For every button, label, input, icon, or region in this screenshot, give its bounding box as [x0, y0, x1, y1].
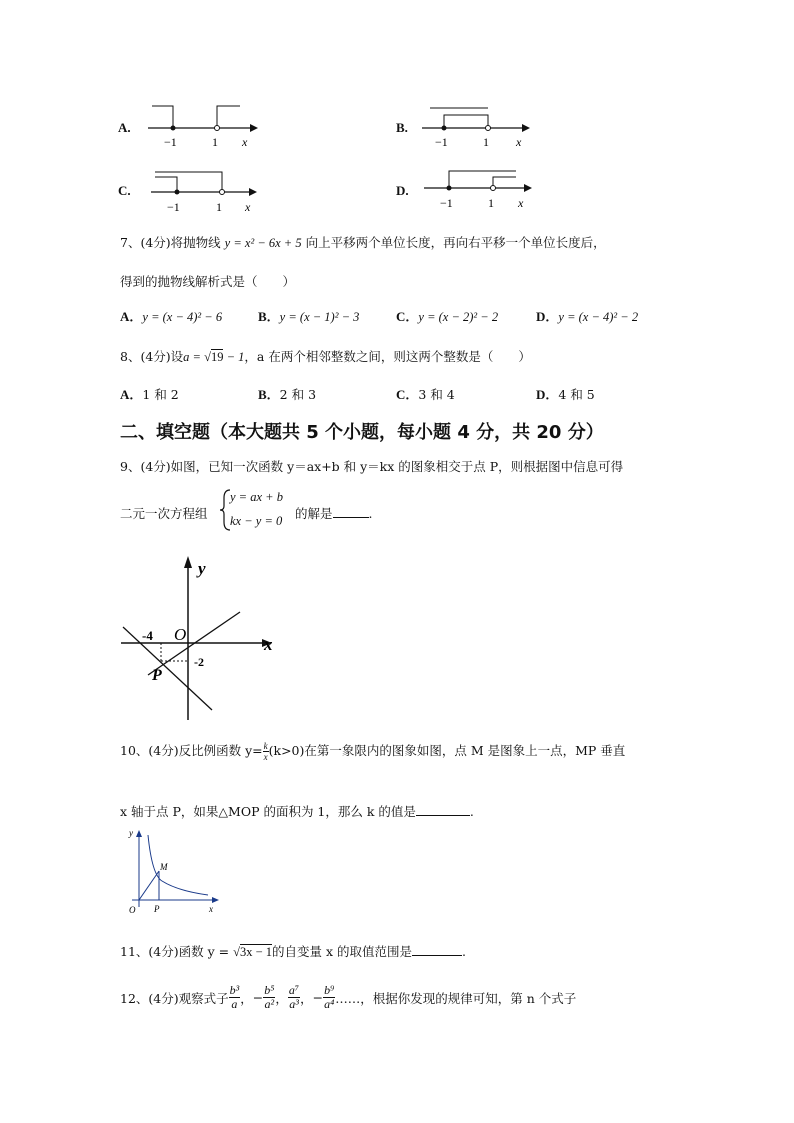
option-d-label: D.	[396, 183, 409, 198]
number-line-d	[420, 165, 540, 217]
q9-graph	[118, 550, 283, 725]
q12-frac-1: $\frac{\text{b³}}{a}$	[229, 983, 240, 1011]
q8-option-c: C．3 和 4	[396, 387, 455, 402]
q12-frac-2: $\frac{\text{b⁵}}{\text{a²}}$	[264, 983, 275, 1011]
q7-option-d: D．y = (x − 4)² − 2	[536, 309, 639, 324]
svg-text:1: 1	[483, 135, 489, 149]
svg-text:−1: −1	[435, 135, 448, 149]
svg-text:1: 1	[488, 196, 494, 210]
q10-axis-y: y	[129, 828, 133, 838]
option-a-label: A.	[118, 120, 131, 135]
number-line-b	[418, 100, 538, 152]
q9-label-p: P	[152, 667, 162, 684]
axis-x: x	[242, 135, 248, 149]
q10-line2: x 轴于点 P，如果△MOP 的面积为 1，那么 k 的值是 .	[120, 804, 474, 819]
svg-text:x: x	[518, 196, 524, 210]
q11-line: 11、(4分)函数 y = √3x − 1的自变量 x 的取值范围是 .	[120, 944, 466, 959]
q9-label-neg4: -4	[142, 628, 153, 643]
q9-origin: O	[174, 625, 187, 644]
option-c-label: C.	[118, 183, 131, 198]
tick-neg1: −1	[164, 135, 177, 149]
q9-eq1: y = ax + b	[230, 490, 283, 504]
q8-option-b: B．2 和 3	[258, 387, 317, 402]
svg-text:x: x	[516, 135, 522, 149]
q8-line1: 8、(4分)设a = √19 − 1，a 在两个相邻整数之间，则这两个整数是（ ）	[120, 349, 531, 364]
q10-axis-x: x	[209, 904, 213, 914]
q7-line1: 7、(4分)将抛物线 y = x² − 6x + 5 向上平移两个单位长度，再向右平移一个单位长度后，	[120, 235, 606, 250]
q7-option-c: C．y = (x − 2)² − 2	[396, 309, 499, 324]
q10-origin: O	[129, 905, 136, 915]
q12-line: 12、(4分)观察式子 $\frac{\text{b³}}{a}$ ， − $\frac{\text{b⁵}}{\text{a²}}$ ， $\frac{\text{a⁷}}{\text{a³}}$ ， − $\frac{\text{b⁹}}{\text{a⁴}}$ ……，根据你发现的规律可知，第 n 个式子	[120, 983, 577, 1011]
number-line-a	[140, 100, 260, 152]
q7-option-a: A．y = (x − 4)² − 6	[120, 309, 223, 324]
tick-1: 1	[212, 135, 218, 149]
q9-suffix: 的解是 .	[295, 506, 373, 521]
q8-option-d: D．4 和 5	[536, 387, 595, 402]
q9-label-neg2: -2	[194, 655, 204, 669]
svg-text:−1: −1	[167, 200, 180, 214]
q10-label-m: M	[160, 862, 168, 872]
q12-frac-3: $\frac{\text{a⁷}}{\text{a³}}$	[288, 983, 300, 1011]
q9-axis-x: x	[264, 635, 273, 654]
q9-prefix: 二元一次方程组	[120, 506, 208, 521]
q10-line1: 10、(4分)反比例函数 y= $\frac{k}{x}$ (k>0)在第一象限内的图象如图，点 M 是图象上一点，MP 垂直	[120, 741, 626, 762]
svg-text:−1: −1	[440, 196, 453, 210]
svg-text:x: x	[245, 200, 251, 214]
q10-graph	[126, 825, 221, 917]
q7-option-b: B．y = (x − 1)² − 3	[258, 309, 360, 324]
q7-line2: 得到的抛物线解析式是（ ）	[120, 274, 296, 289]
number-line-c	[145, 165, 265, 217]
option-b-label: B.	[396, 120, 408, 135]
section-2-title: 二、填空题（本大题共 5 个小题，每小题 4 分，共 20 分）	[120, 422, 604, 443]
q9-line1: 9、(4分)如图，已知一次函数 y＝ax+b 和 y＝kx 的图象相交于点 P，则根据图中信息可得	[120, 459, 624, 474]
svg-text:1: 1	[216, 200, 222, 214]
q9-axis-y: y	[198, 559, 206, 578]
q8-option-a: A．1 和 2	[120, 387, 179, 402]
q12-frac-4: $\frac{\text{b⁹}}{\text{a⁴}}$	[324, 983, 335, 1011]
q10-label-p: P	[154, 904, 160, 914]
q9-eq2: kx − y = 0	[230, 514, 283, 528]
